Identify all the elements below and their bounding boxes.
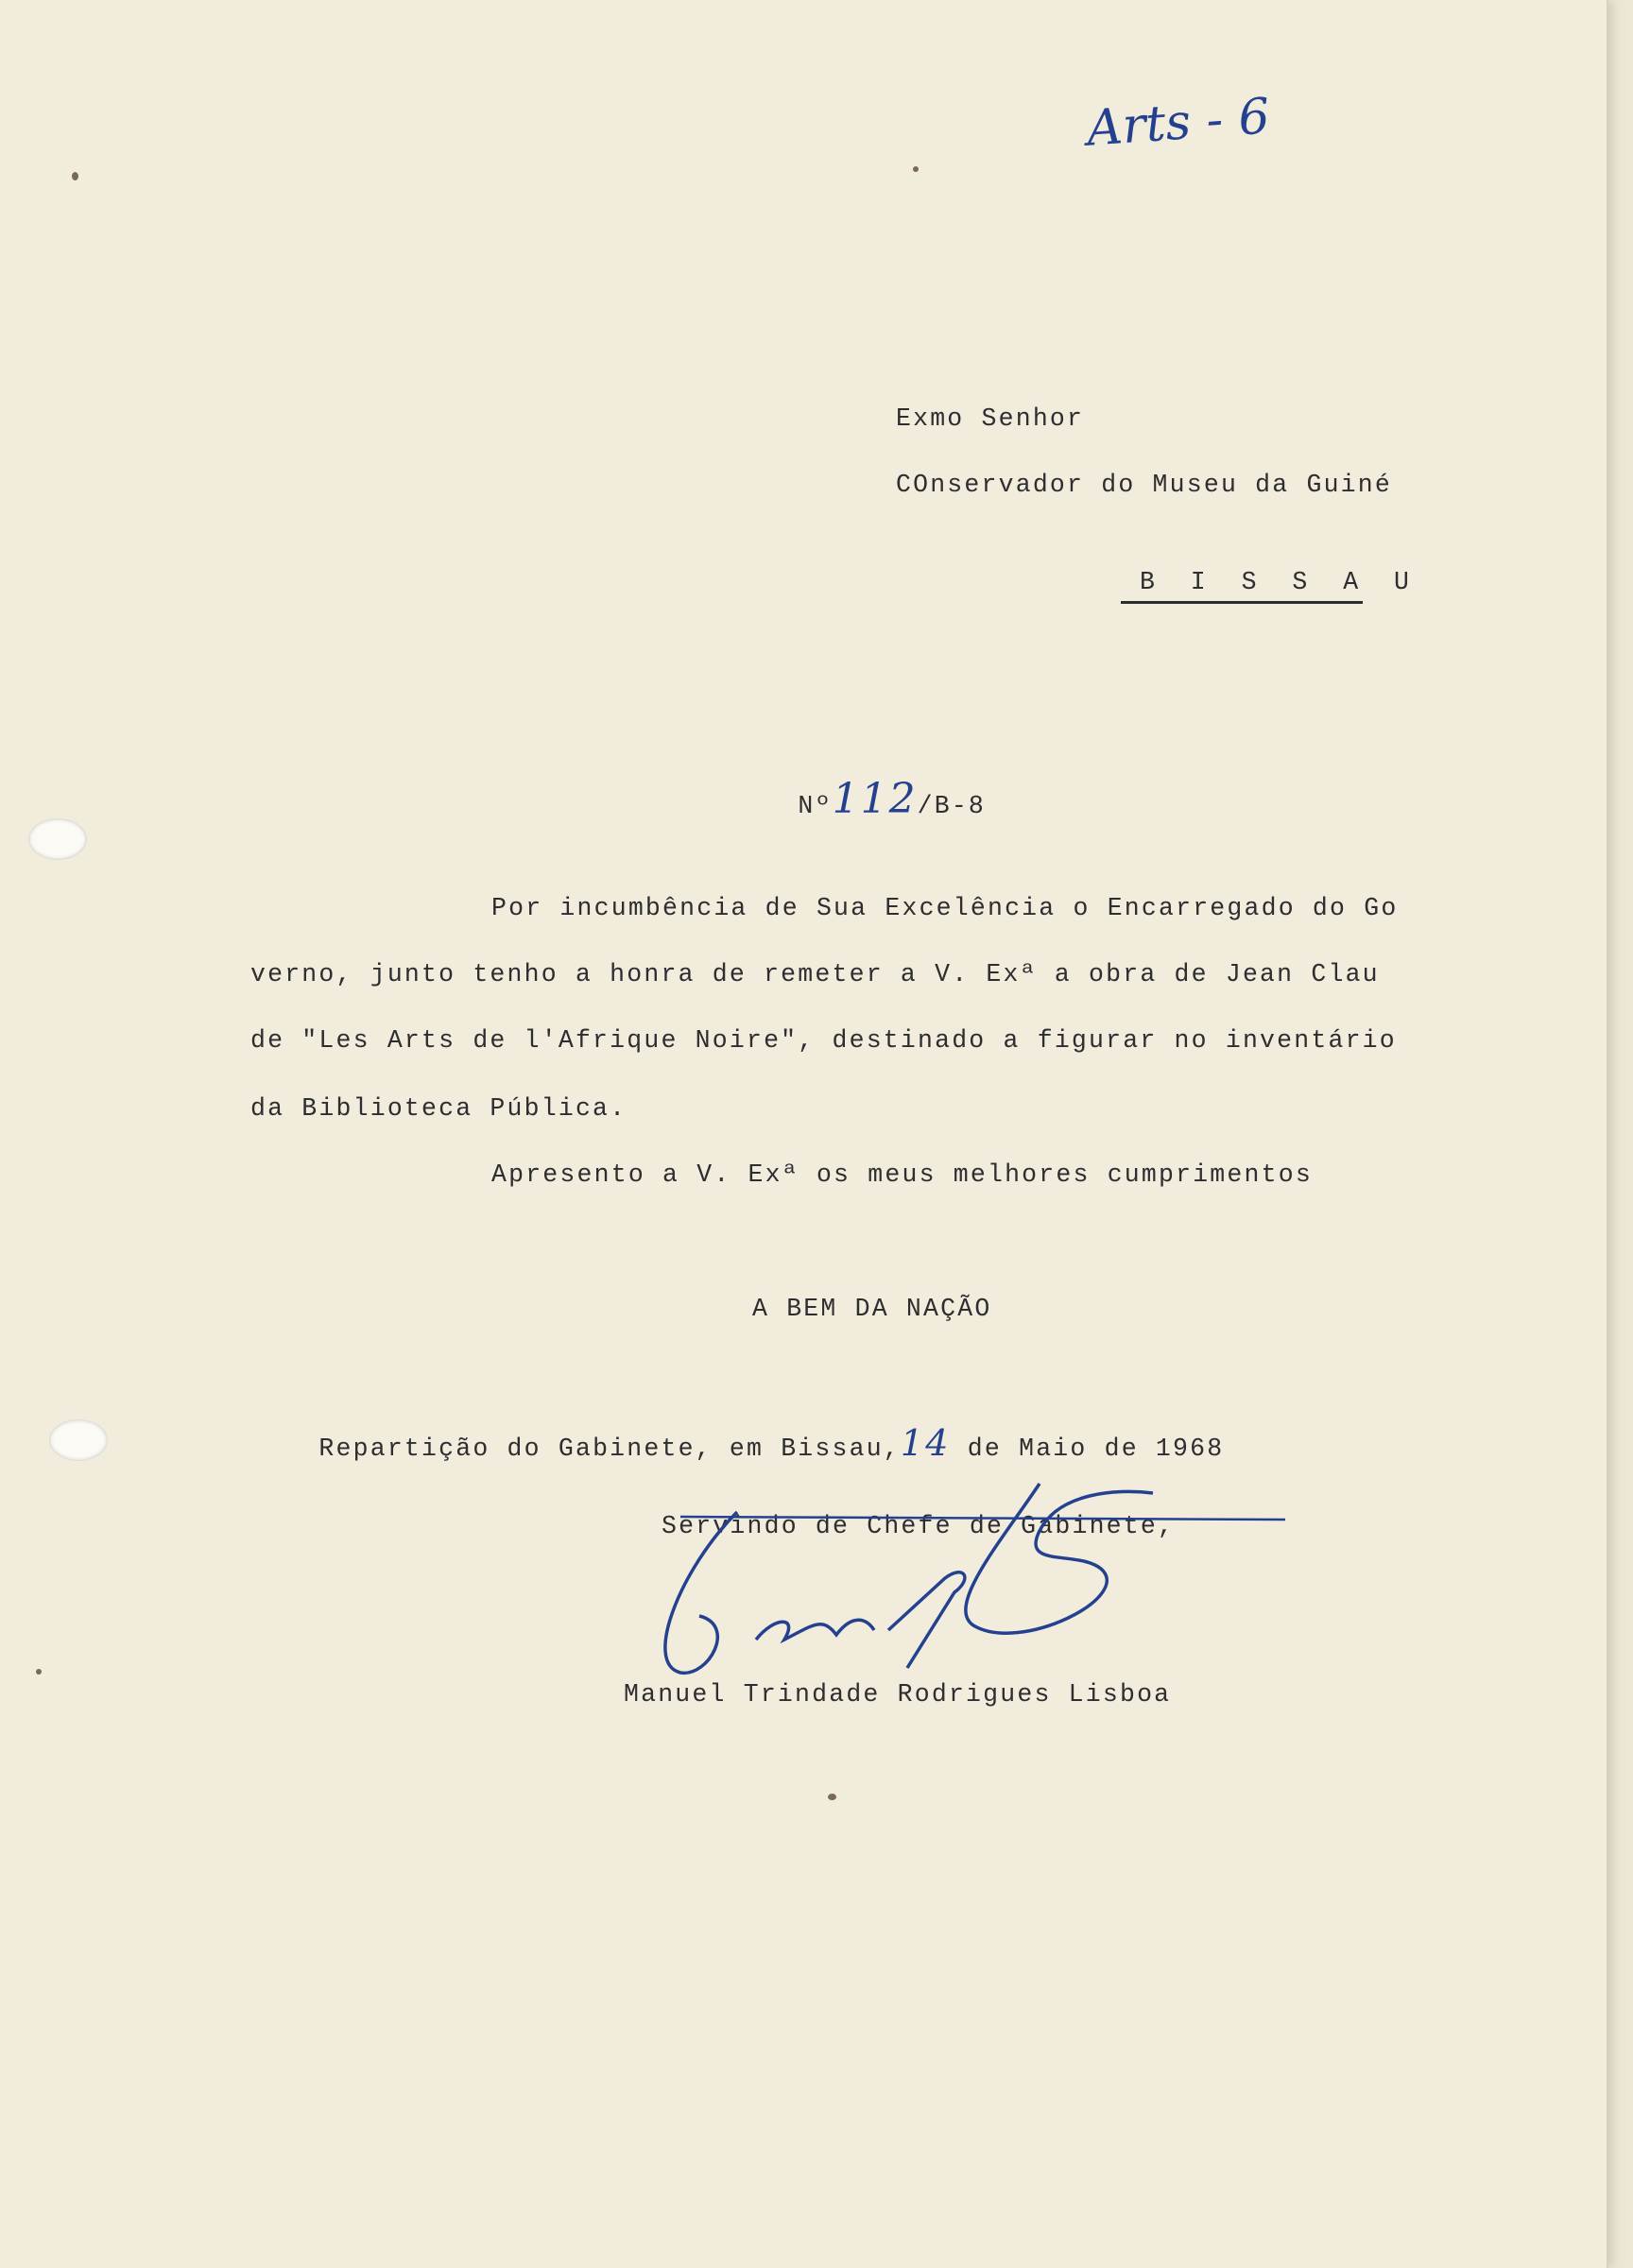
signatory-name: Manuel Trindade Rodrigues Lisboa bbox=[624, 1680, 1172, 1709]
addressee-title: COnservador do Museu da Guiné bbox=[896, 471, 1392, 499]
body-line-3: de "Les Arts de l'Afrique Noire", destinado a figurar no inventário bbox=[250, 1026, 1397, 1055]
signature-role: Servindo de Chefe de Gabinete, bbox=[662, 1512, 1176, 1540]
reference-handwritten-number: 112 bbox=[832, 775, 918, 823]
closing-line: Apresento a V. Exª os meus melhores cumprimentos bbox=[491, 1160, 1313, 1189]
punch-hole-bottom bbox=[49, 1419, 108, 1461]
addressee-salutation: Exmo Senhor bbox=[896, 404, 1085, 433]
body-line-4: da Biblioteca Pública. bbox=[250, 1094, 627, 1123]
reference-suffix: /B-8 bbox=[917, 792, 987, 820]
reference-prefix: Nº bbox=[798, 792, 833, 820]
paper-speck bbox=[913, 166, 919, 172]
reference-number bbox=[730, 747, 986, 851]
body-line-1: Por incumbência de Sua Excelência o Encarregado do Go bbox=[491, 894, 1399, 922]
addressee-city: B I S S A U bbox=[1140, 568, 1419, 596]
handwritten-annotation: Arts - 6 bbox=[1085, 88, 1272, 158]
body-line-2: verno, junto tenho a honra de remeter a V. Exª a obra de Jean Clau bbox=[250, 960, 1380, 988]
dateline-handwritten-day: 14 bbox=[900, 1422, 951, 1464]
city-underline bbox=[1121, 601, 1363, 604]
paper-speck bbox=[36, 1669, 42, 1675]
motto: A BEM DA NAÇÃO bbox=[752, 1295, 992, 1323]
punch-hole-top bbox=[28, 818, 87, 860]
dateline-month-year: de Maio de 1968 bbox=[950, 1435, 1225, 1463]
paper-speck bbox=[72, 172, 78, 180]
paper-speck bbox=[828, 1794, 836, 1800]
dateline-place: Repartição do Gabinete, em Bissau, bbox=[318, 1435, 901, 1463]
